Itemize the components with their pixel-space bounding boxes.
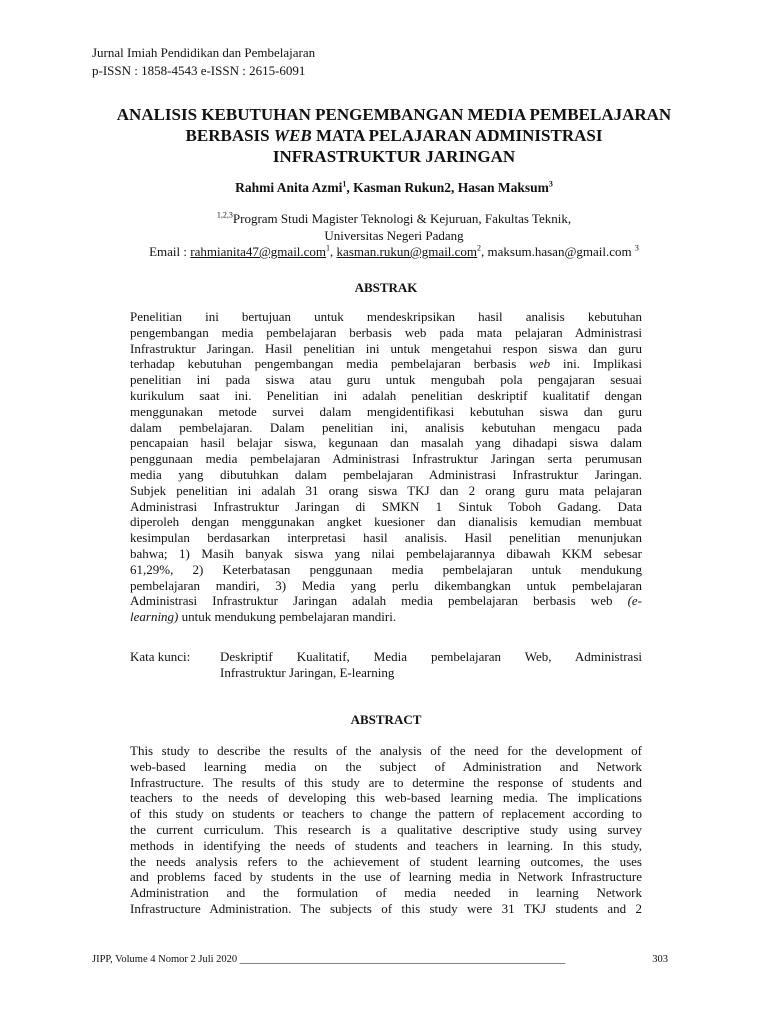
keywords-value — [220, 649, 642, 681]
title-line-2 — [80, 125, 708, 146]
authors — [80, 179, 708, 197]
email-3: , maksum.hasan@gmail.com — [481, 244, 635, 259]
abstract-line: web-based learning media on the subject of Administration and Network — [130, 758, 642, 774]
abstrak-line: bahwa; 1) Masih banyak siswa yang nilai pembelajarannya dibawah KKM sebesar — [130, 545, 642, 561]
abstract-body — [130, 743, 642, 917]
abstrak-italic-web: web — [529, 356, 551, 372]
abstrak-body — [130, 309, 642, 625]
page-footer — [92, 953, 668, 967]
abstract-line: the needs analysis refers to the achievement of student learning outcomes, the uses — [130, 853, 642, 869]
abstract-line: teachers to the needs of developing this web-based learning media. The implications — [130, 790, 642, 806]
abstrak-line — [130, 356, 642, 372]
abstract-line: of this study on students or teachers to change the pattern of replacement according to — [130, 806, 642, 822]
abstrak-line: pengembangan media pembelajaran berbasis web pada mata pelajaran Administrasi — [130, 324, 642, 340]
title-line-1: ANALISIS KEBUTUHAN PENGEMBANGAN MEDIA PEMBELAJARAN — [116, 105, 672, 124]
paper-title — [80, 104, 708, 167]
title-line-2-c: MATA PELAJARAN ADMINISTRASI — [311, 126, 603, 145]
abstrak-heading: ABSTRAK — [354, 280, 418, 295]
affiliation-university: Universitas Negeri Padang — [324, 227, 464, 243]
abstract-line: and problems faced by students in the use of learning media in Network Infrastructure — [130, 869, 642, 885]
author-3-sup: 3 — [548, 179, 553, 189]
abstract-line: Administration and the formulation of media needed in learning Network — [130, 885, 642, 901]
affiliation — [80, 211, 708, 261]
keywords-line: Deskriptif Kualitatif, Media pembelajaran Web, Administrasi — [220, 649, 642, 664]
abstrak-line: pembelajaran mandiri, 3) Media yang perlu dikembangkan untuk pembelajaran — [130, 577, 642, 593]
abstract-line: Infrastructure Administration. The subjects of this study were 31 TKJ students and 2 — [130, 900, 642, 916]
abstrak-line: Infrastruktur Jaringan. Hasil penelitian ini untuk mengetahui respon siswa dan guru — [130, 340, 642, 356]
abstrak-line — [130, 609, 642, 625]
page-number: 303 — [652, 954, 668, 965]
abstrak-line: Subjek penelitian ini adalah 31 orang siswa TKJ dan 2 orang guru mata pelajaran — [130, 482, 642, 498]
keywords-label: Kata kunci: — [130, 649, 191, 664]
abstrak-line: dalam pembelajaran. Dalam penelitian ini, analisis kebutuhan mengacu pada — [130, 419, 642, 435]
affiliation-sup: 1,2,3 — [216, 210, 233, 220]
email-sep: , — [330, 244, 337, 259]
keywords-line: Infrastruktur Jaringan, E-learning — [220, 665, 395, 680]
abstrak-line-text: Administrasi Infrastruktur Jaringan adalah media pembelajaran berbasis web — [130, 593, 628, 609]
email-line — [80, 244, 708, 261]
abstrak-line: diperoleh dengan menggunakan angket kuesioner dan dianalisis kemudian membuat — [130, 514, 642, 530]
title-line-2-a: BERBASIS — [185, 126, 274, 145]
footer-citation: JIPP, Volume 4 Nomor 2 Juli 2020 ______________________________________________________________ — [92, 954, 566, 965]
affiliation-program-text: Program Studi Magister Teknologi & Kejuruan, Fakultas Teknik, — [232, 211, 572, 226]
email-label: Email : — [149, 244, 191, 259]
title-line-2-web: WEB — [273, 126, 312, 145]
abstrak-line: 61,29%, 2) Keterbatasan penggunaan media pembelajaran untuk mendukung — [130, 561, 642, 577]
author-1: Rahmi Anita Azmi — [235, 180, 343, 195]
email-1-sup: 1 — [326, 243, 331, 253]
abstract-line: This study to describe the results of the analysis of the need for the development of — [130, 743, 642, 758]
abstrak-italic-learning: learning) — [130, 609, 179, 625]
abstrak-line: kesimpulan berdasarkan interpretasi hasil analisis. Hasil penelitian menunjukan — [130, 530, 642, 546]
journal-header — [92, 44, 315, 80]
affiliation-program — [80, 211, 708, 228]
abstract-line: Infrastructure. The results of this study are to determine the response of students and — [130, 774, 642, 790]
title-line-3: INFRASTRUKTUR JARINGAN — [272, 147, 516, 166]
abstrak-line: penelitian ini pada siswa atau guru untuk mengubah pola pengajaran sesuai — [130, 372, 642, 388]
abstrak-line-text: untuk mendukung pembelajaran mandiri. — [181, 609, 397, 625]
abstrak-line-text: terhadap kebutuhan pengembangan media pembelajaran berbasis — [130, 356, 530, 372]
abstrak-line: penggunaan media pembelajaran Administrasi Infrastruktur Jaringan serta perumusan — [130, 451, 642, 467]
journal-issn: p-ISSN : 1858-4543 e-ISSN : 2615-6091 — [92, 63, 306, 78]
journal-name: Jurnal Imiah Pendidikan dan Pembelajaran — [92, 45, 316, 60]
email-2-sup: 2 — [477, 243, 482, 253]
abstrak-line: Penelitian ini bertujuan untuk mendeskripsikan hasil analisis kebutuhan — [130, 309, 642, 324]
abstract-line: methods in identifying the needs of students and teachers in learning. In this study, — [130, 837, 642, 853]
email-link-1[interactable]: rahmianita47@gmail.com — [190, 244, 327, 259]
email-link-2[interactable]: kasman.rukun@gmail.com — [336, 244, 478, 259]
abstract-heading: ABSTRACT — [350, 712, 422, 727]
abstrak-line: kurikulum saat ini. Penelitian ini adalah penelitian deskriptif kualitatif dengan — [130, 387, 642, 403]
abstrak-line — [130, 593, 642, 609]
email-3-sup: 3 — [634, 243, 639, 253]
author-1-sup: 1 — [342, 179, 347, 189]
abstrak-line: Administrasi Infrastruktur Jaringan di SMKN 1 Sintuk Toboh Gadang. Data — [130, 498, 642, 514]
abstrak-line: pencapaian hasil belajar siswa, kegunaan dan masalah yang dihadapi siswa dalam — [130, 435, 642, 451]
abstrak-italic-e: (e- — [627, 593, 642, 609]
abstrak-line-tail: ini. Implikasi — [550, 356, 642, 372]
author-2-3: , Kasman Rukun2, Hasan Maksum — [346, 180, 549, 195]
abstract-line: the current curriculum. This research is a qualitative descriptive study using survey — [130, 821, 642, 837]
abstrak-line: media yang dibutuhkan dalam pembelajaran Administrasi Infrastruktur Jaringan. — [130, 466, 642, 482]
abstrak-line: menggunakan metode survei dalam mengidentifikasi kebutuhan siswa dan guru — [130, 403, 642, 419]
